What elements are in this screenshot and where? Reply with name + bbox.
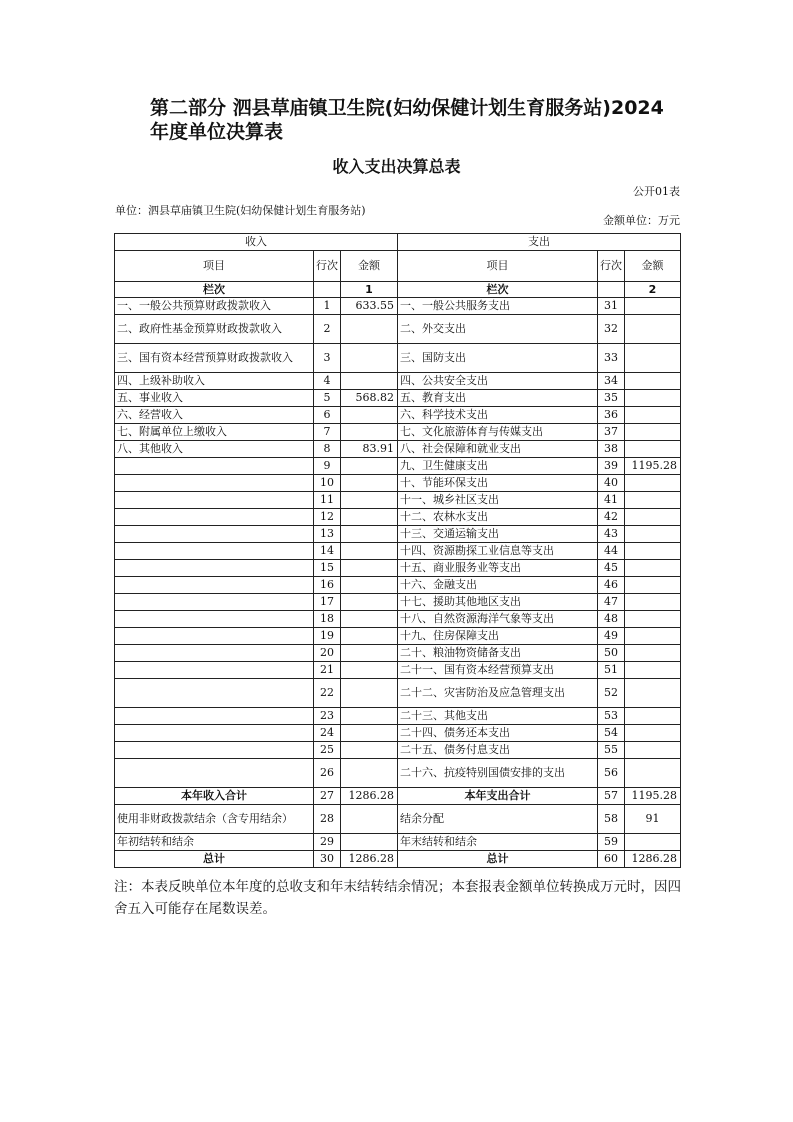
expense-amount [625, 424, 681, 441]
income-col-number: 1 [341, 282, 398, 298]
income-item [115, 742, 314, 759]
income-item: 四、上级补助收入 [115, 373, 314, 390]
income-row-no: 24 [314, 725, 341, 742]
budget-table [114, 233, 681, 868]
income-item [115, 662, 314, 679]
table-row [115, 725, 681, 742]
table-row [115, 373, 681, 390]
begin-balance-amount [341, 834, 398, 851]
income-row-no: 16 [314, 577, 341, 594]
expense-item: 二十六、抗疫特别国债安排的支出 [398, 759, 598, 788]
income-row-no: 22 [314, 679, 341, 708]
expense-item: 九、卫生健康支出 [398, 458, 598, 475]
begin-balance-label: 年初结转和结余 [115, 834, 314, 851]
expense-amount [625, 611, 681, 628]
table-row [115, 424, 681, 441]
income-item [115, 543, 314, 560]
income-row-no: 13 [314, 526, 341, 543]
year-income-total-amount: 1286.28 [341, 788, 398, 805]
income-row-no: 21 [314, 662, 341, 679]
income-section-header: 收入 [115, 234, 398, 251]
form-number: 公开01表 [633, 185, 680, 198]
expense-item: 四、公共安全支出 [398, 373, 598, 390]
income-row-no: 9 [314, 458, 341, 475]
income-item [115, 475, 314, 492]
expense-item: 十九、住房保障支出 [398, 628, 598, 645]
expense-item: 二、外交支出 [398, 315, 598, 344]
footnote: 注：本表反映单位本年度的总收支和年末结转结余情况；本套报表金额单位转换成万元时，因四舍五入可能存在尾数误差。 [114, 879, 681, 917]
expense-amount [625, 344, 681, 373]
income-row-no: 20 [314, 645, 341, 662]
table-row [115, 662, 681, 679]
income-row-no: 26 [314, 759, 341, 788]
distribution-no: 58 [598, 805, 625, 834]
income-amount [341, 424, 398, 441]
income-item [115, 594, 314, 611]
table-row [115, 594, 681, 611]
expense-amount [625, 577, 681, 594]
income-amount: 83.91 [341, 441, 398, 458]
income-item [115, 628, 314, 645]
expense-amount [625, 390, 681, 407]
expense-amount [625, 526, 681, 543]
expense-amount [625, 441, 681, 458]
expense-item: 六、科学技术支出 [398, 407, 598, 424]
table-row [115, 577, 681, 594]
expense-row-no: 56 [598, 759, 625, 788]
table-row [115, 611, 681, 628]
table-row [115, 315, 681, 344]
income-item [115, 458, 314, 475]
expense-item: 八、社会保障和就业支出 [398, 441, 598, 458]
expense-row-no: 42 [598, 509, 625, 526]
income-row-no: 2 [314, 315, 341, 344]
table-row [115, 679, 681, 708]
expense-row-no: 51 [598, 662, 625, 679]
end-balance-amount [625, 834, 681, 851]
income-item-header: 项目 [115, 251, 314, 282]
expense-amount [625, 628, 681, 645]
income-item [115, 577, 314, 594]
expense-item-header: 项目 [398, 251, 598, 282]
table-row [115, 509, 681, 526]
income-row-no: 23 [314, 708, 341, 725]
expense-row-no: 50 [598, 645, 625, 662]
unit-label: 单位：泗县草庙镇卫生院(妇幼保健计划生育服务站) [115, 204, 366, 217]
expense-item: 十六、金融支出 [398, 577, 598, 594]
use-balance-amount [341, 805, 398, 834]
expense-row-no: 41 [598, 492, 625, 509]
expense-row-no: 44 [598, 543, 625, 560]
table-row [115, 458, 681, 475]
expense-item: 二十一、国有资本经营预算支出 [398, 662, 598, 679]
expense-item: 二十二、灾害防治及应急管理支出 [398, 679, 598, 708]
income-amount [341, 543, 398, 560]
income-amount [341, 315, 398, 344]
income-amount [341, 742, 398, 759]
year-expense-total-label: 本年支出合计 [398, 788, 598, 805]
grand-total-income-amount: 1286.28 [341, 851, 398, 868]
income-amount [341, 577, 398, 594]
income-item [115, 645, 314, 662]
income-item: 五、事业收入 [115, 390, 314, 407]
end-balance-label: 年末结转和结余 [398, 834, 598, 851]
expense-item: 七、文化旅游体育与传媒支出 [398, 424, 598, 441]
income-amount [341, 759, 398, 788]
expense-amount [625, 645, 681, 662]
expense-row-no: 34 [598, 373, 625, 390]
expense-row-no: 46 [598, 577, 625, 594]
use-balance-no: 28 [314, 805, 341, 834]
table-row [115, 407, 681, 424]
table-row [115, 628, 681, 645]
grand-total-expense-label: 总计 [398, 851, 598, 868]
income-row-no: 8 [314, 441, 341, 458]
table-row [115, 526, 681, 543]
table-row [115, 759, 681, 788]
expense-row-no: 32 [598, 315, 625, 344]
income-amount [341, 611, 398, 628]
income-rowno-header: 行次 [314, 251, 341, 282]
income-amount [341, 509, 398, 526]
income-lanci-label: 栏次 [115, 282, 314, 298]
expense-row-no: 45 [598, 560, 625, 577]
use-balance-label: 使用非财政拨款结余（含专用结余） [115, 805, 314, 834]
table-row [115, 441, 681, 458]
expense-item: 二十五、债务付息支出 [398, 742, 598, 759]
table-row [115, 475, 681, 492]
expense-amount [625, 742, 681, 759]
income-amount [341, 662, 398, 679]
expense-row-no: 40 [598, 475, 625, 492]
expense-item: 十五、商业服务业等支出 [398, 560, 598, 577]
expense-item: 二十三、其他支出 [398, 708, 598, 725]
income-amount [341, 373, 398, 390]
expense-item: 三、国防支出 [398, 344, 598, 373]
income-amount [341, 458, 398, 475]
grand-total-income-label: 总计 [115, 851, 314, 868]
table-row [115, 543, 681, 560]
expense-row-no: 38 [598, 441, 625, 458]
table-row [115, 390, 681, 407]
grand-total-expense-no: 60 [598, 851, 625, 868]
expense-row-no: 35 [598, 390, 625, 407]
expense-section-header: 支出 [398, 234, 681, 251]
table-row [115, 492, 681, 509]
income-item [115, 708, 314, 725]
income-row-no: 19 [314, 628, 341, 645]
income-amount [341, 594, 398, 611]
income-item: 三、国有资本经营预算财政拨款收入 [115, 344, 314, 373]
income-amount [341, 560, 398, 577]
income-amount [341, 492, 398, 509]
income-row-no: 12 [314, 509, 341, 526]
expense-row-no: 54 [598, 725, 625, 742]
expense-amount [625, 475, 681, 492]
year-income-total-label: 本年收入合计 [115, 788, 314, 805]
income-row-no: 7 [314, 424, 341, 441]
expense-amount [625, 509, 681, 526]
expense-row-no: 55 [598, 742, 625, 759]
year-expense-total-amount: 1195.28 [625, 788, 681, 805]
expense-item: 二十四、债务还本支出 [398, 725, 598, 742]
table-row [115, 645, 681, 662]
expense-item: 十三、交通运输支出 [398, 526, 598, 543]
income-row-no: 18 [314, 611, 341, 628]
income-amount [341, 645, 398, 662]
income-row-no: 1 [314, 298, 341, 315]
expense-row-no: 36 [598, 407, 625, 424]
income-item [115, 492, 314, 509]
income-item: 七、附属单位上缴收入 [115, 424, 314, 441]
expense-amount [625, 708, 681, 725]
page-title: 第二部分 泗县草庙镇卫生院(妇幼保健计划生育服务站)2024年度单位决算表 [150, 97, 664, 143]
grand-total-expense-amount: 1286.28 [625, 851, 681, 868]
expense-amount [625, 492, 681, 509]
expense-row-no: 47 [598, 594, 625, 611]
expense-item: 一、一般公共服务支出 [398, 298, 598, 315]
income-item [115, 560, 314, 577]
income-item: 八、其他收入 [115, 441, 314, 458]
income-amount-header: 金额 [341, 251, 398, 282]
expense-amount [625, 662, 681, 679]
income-row-no: 14 [314, 543, 341, 560]
income-amount: 633.55 [341, 298, 398, 315]
income-item [115, 725, 314, 742]
expense-lanci-blank [598, 282, 625, 298]
income-lanci-blank [314, 282, 341, 298]
table-title: 收入支出决算总表 [332, 157, 461, 176]
expense-lanci-label: 栏次 [398, 282, 598, 298]
income-row-no: 17 [314, 594, 341, 611]
table-row [115, 344, 681, 373]
expense-item: 十二、农林水支出 [398, 509, 598, 526]
table-row [115, 560, 681, 577]
income-amount [341, 407, 398, 424]
expense-item: 十八、自然资源海洋气象等支出 [398, 611, 598, 628]
income-amount [341, 679, 398, 708]
expense-amount: 1195.28 [625, 458, 681, 475]
distribution-label: 结余分配 [398, 805, 598, 834]
expense-amount [625, 759, 681, 788]
income-amount [341, 725, 398, 742]
expense-item: 十一、城乡社区支出 [398, 492, 598, 509]
expense-amount [625, 298, 681, 315]
table-row [115, 298, 681, 315]
expense-amount [625, 594, 681, 611]
expense-amount [625, 560, 681, 577]
income-item [115, 526, 314, 543]
income-row-no: 11 [314, 492, 341, 509]
distribution-amount: 91 [625, 805, 681, 834]
expense-row-no: 39 [598, 458, 625, 475]
expense-item: 五、教育支出 [398, 390, 598, 407]
table-row [115, 742, 681, 759]
year-income-total-no: 27 [314, 788, 341, 805]
income-row-no: 25 [314, 742, 341, 759]
end-balance-no: 59 [598, 834, 625, 851]
expense-amount [625, 315, 681, 344]
expense-amount [625, 407, 681, 424]
expense-rowno-header: 行次 [598, 251, 625, 282]
income-row-no: 3 [314, 344, 341, 373]
income-item: 二、政府性基金预算财政拨款收入 [115, 315, 314, 344]
income-row-no: 10 [314, 475, 341, 492]
income-row-no: 15 [314, 560, 341, 577]
table-row [115, 708, 681, 725]
expense-row-no: 33 [598, 344, 625, 373]
expense-amount [625, 373, 681, 390]
income-amount [341, 344, 398, 373]
year-expense-total-no: 57 [598, 788, 625, 805]
expense-row-no: 31 [598, 298, 625, 315]
expense-amount [625, 725, 681, 742]
income-item [115, 759, 314, 788]
expense-amount [625, 679, 681, 708]
income-item [115, 509, 314, 526]
grand-total-income-no: 30 [314, 851, 341, 868]
expense-item: 十、节能环保支出 [398, 475, 598, 492]
income-amount [341, 708, 398, 725]
income-amount [341, 475, 398, 492]
income-amount: 568.82 [341, 390, 398, 407]
expense-row-no: 48 [598, 611, 625, 628]
expense-row-no: 37 [598, 424, 625, 441]
expense-row-no: 52 [598, 679, 625, 708]
income-amount [341, 526, 398, 543]
expense-item: 十四、资源勘探工业信息等支出 [398, 543, 598, 560]
money-unit: 金额单位：万元 [603, 214, 680, 227]
expense-item: 二十、粮油物资储备支出 [398, 645, 598, 662]
expense-row-no: 53 [598, 708, 625, 725]
income-amount [341, 628, 398, 645]
expense-col-number: 2 [625, 282, 681, 298]
begin-balance-no: 29 [314, 834, 341, 851]
expense-amount [625, 543, 681, 560]
income-item: 六、经营收入 [115, 407, 314, 424]
income-row-no: 5 [314, 390, 341, 407]
income-row-no: 6 [314, 407, 341, 424]
expense-amount-header: 金额 [625, 251, 681, 282]
income-item [115, 611, 314, 628]
expense-item: 十七、援助其他地区支出 [398, 594, 598, 611]
expense-row-no: 49 [598, 628, 625, 645]
income-item: 一、一般公共预算财政拨款收入 [115, 298, 314, 315]
income-item [115, 679, 314, 708]
income-row-no: 4 [314, 373, 341, 390]
expense-row-no: 43 [598, 526, 625, 543]
